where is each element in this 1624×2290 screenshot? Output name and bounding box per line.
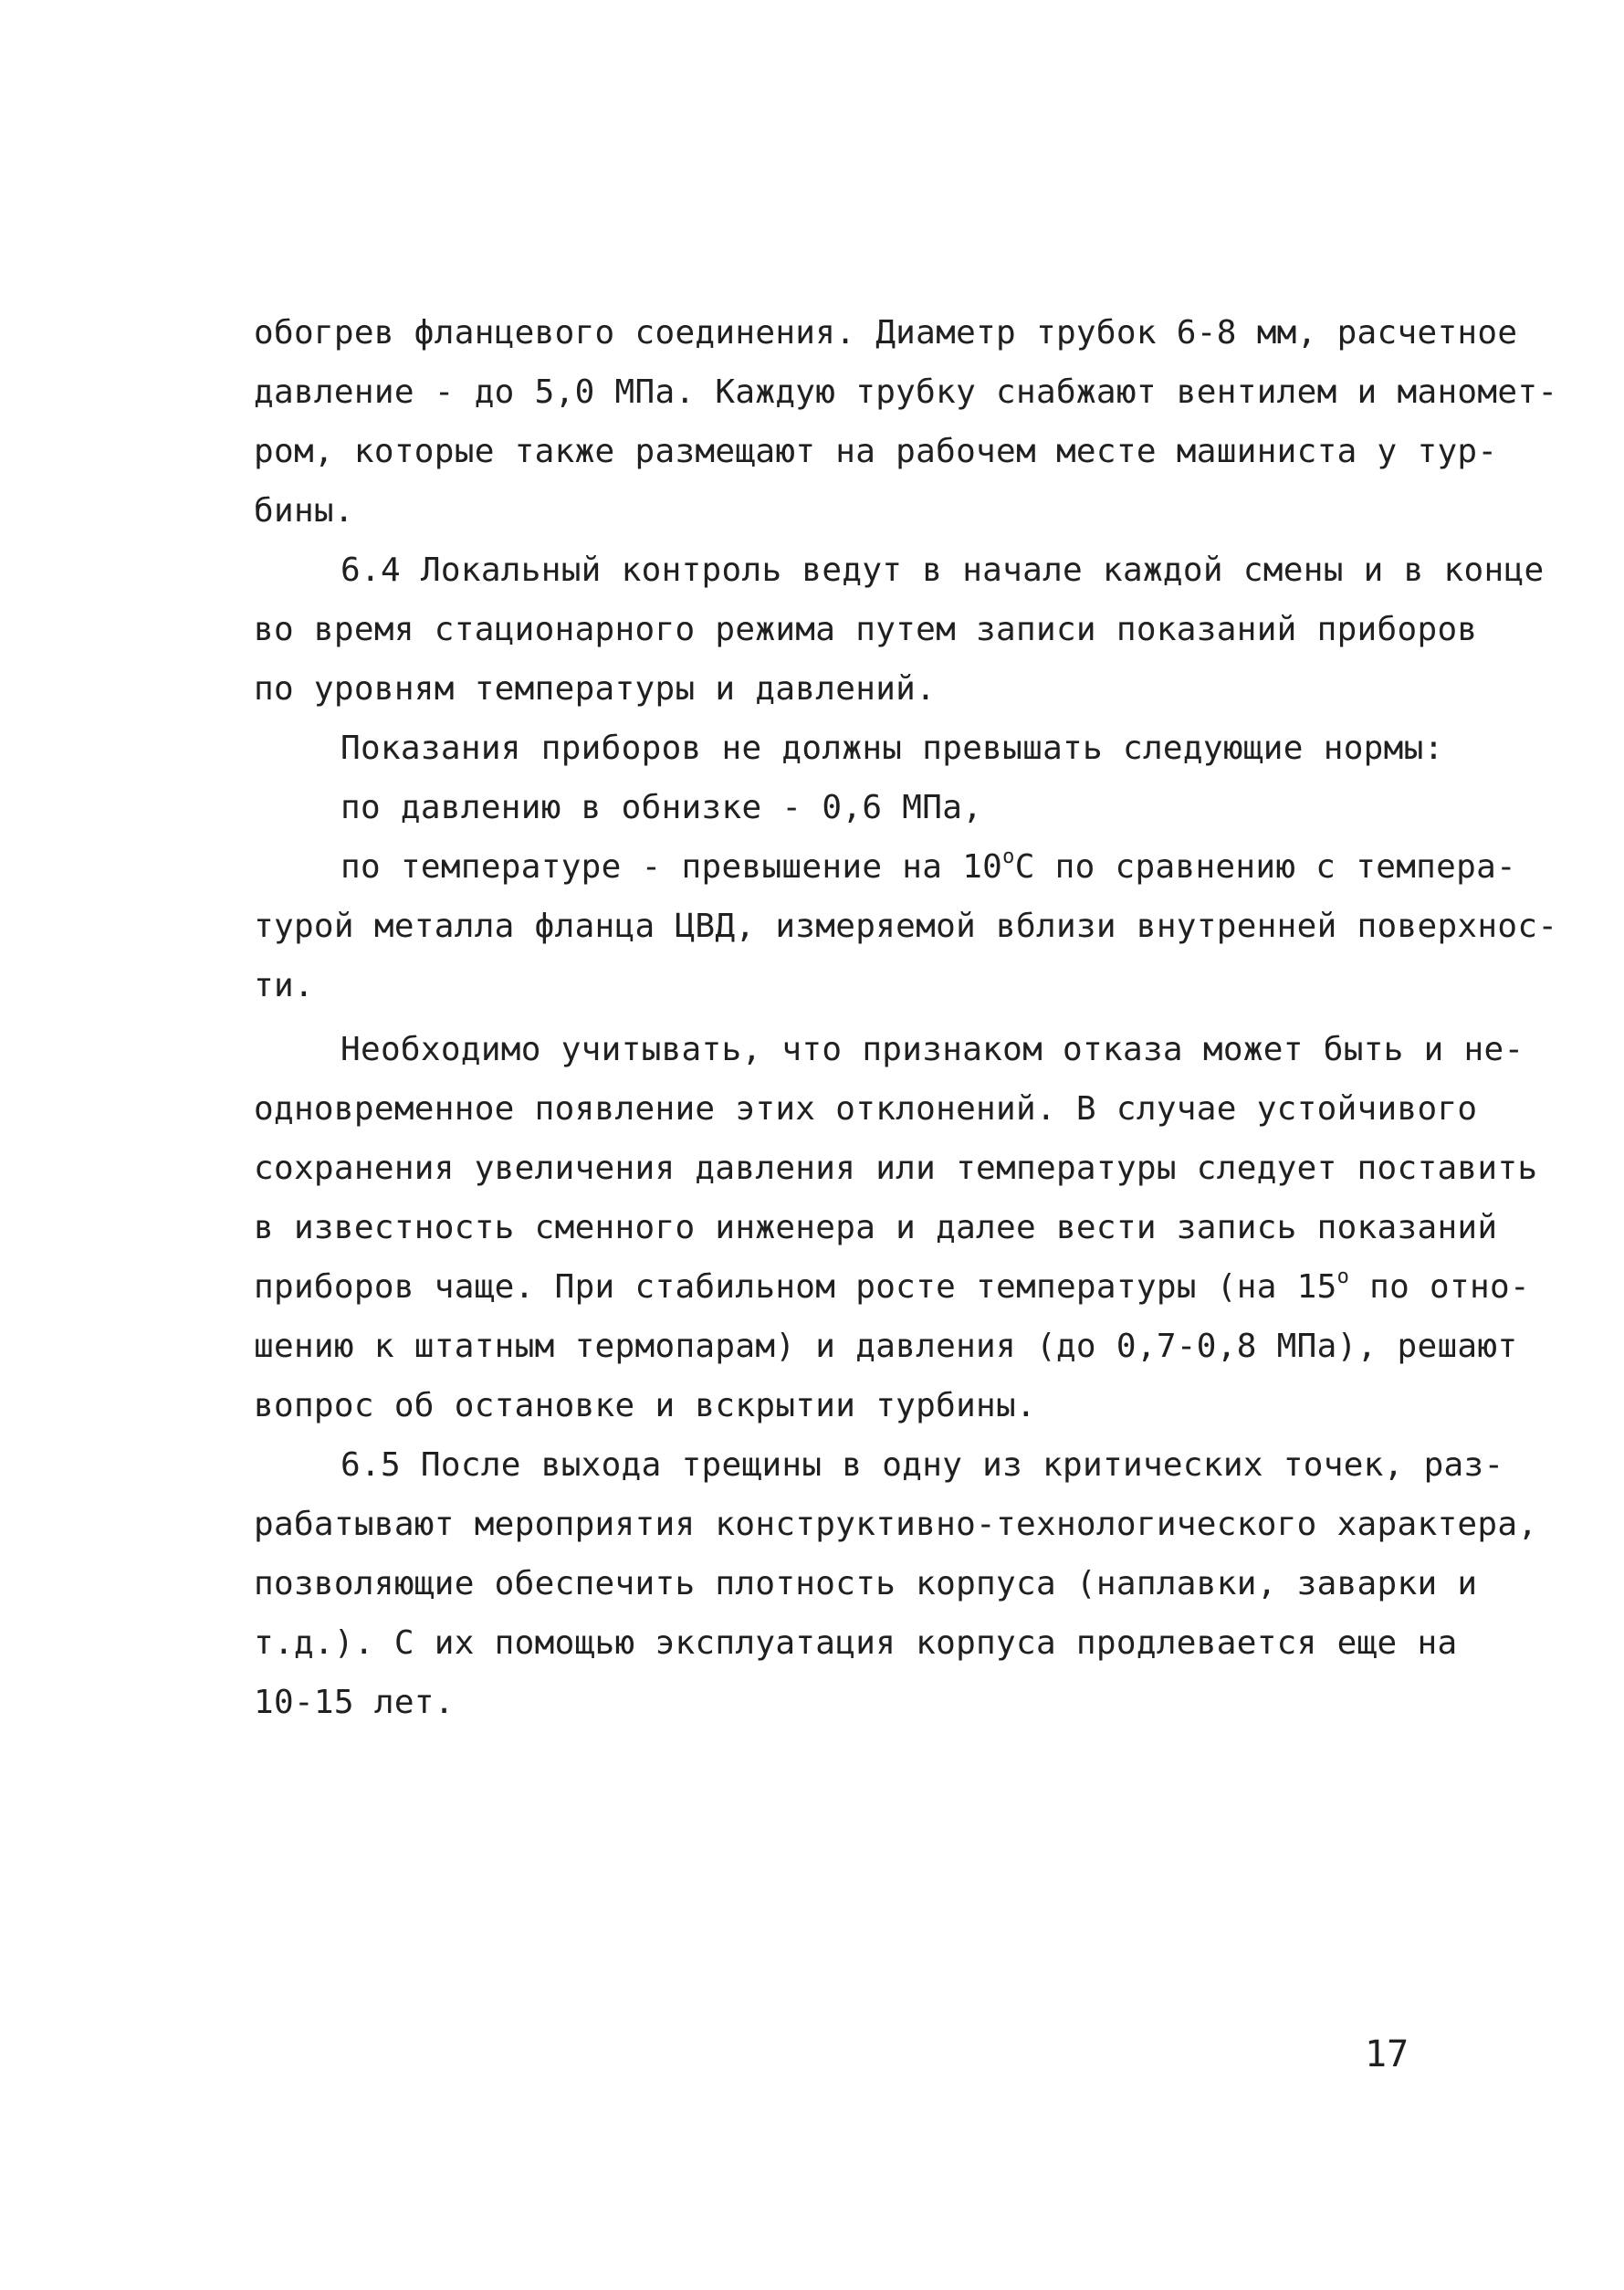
text-line: вопрос об остановке и вскрытии турбины. (254, 1387, 1036, 1424)
degree-superscript: о (1002, 846, 1015, 868)
text-line-with-superscript (254, 1265, 1530, 1315)
text-line: сохранения увеличения давления или температуры следует поставить (254, 1150, 1538, 1187)
text-line: 6.5 После выхода трещины в одну из критических точек, раз- (341, 1446, 1504, 1484)
text-line: шению к штатным термопарам) и давления (до 0,7-0,8 МПа), решают (254, 1328, 1518, 1365)
degree-superscript: о (1336, 1266, 1350, 1288)
page-number: 17 (1365, 2033, 1409, 2075)
text-line: турой металла фланца ЦВД, измеряемой вблизи внутренней поверхнос- (254, 908, 1558, 945)
text-line: Показания приборов не должны превышать следующие нормы: (341, 730, 1444, 767)
text-line: 6.4 Локальный контроль ведут в начале каждой смены и в конце (341, 551, 1545, 589)
text-line: Необходимо учитывать, что признаком отказа может быть и не- (341, 1031, 1524, 1068)
text-line: по уровням температуры и давлений. (254, 670, 937, 708)
text-line: ром, которые также размещают на рабочем месте машиниста у тур- (254, 433, 1498, 470)
text-line: бины. (254, 492, 354, 530)
text-segment: С по сравнению с темпера- (1014, 848, 1517, 886)
text-line: по давлению в обнизке - 0,6 МПа, (341, 789, 983, 826)
text-segment: по температуре - превышение на 10 (341, 848, 1003, 886)
text-line: давление - до 5,0 МПа. Каждую трубку снабжают вентилем и маномет- (254, 373, 1558, 411)
text-line: позволяющие обеспечить плотность корпуса (наплавки, заварки и (254, 1565, 1478, 1602)
text-line: ти. (254, 967, 314, 1004)
text-line-with-superscript (341, 845, 1516, 895)
text-line: одновременное появление этих отклонений. В случае устойчивого (254, 1090, 1478, 1128)
text-segment: приборов чаще. При стабильном росте температуры (на 15 (254, 1268, 1337, 1306)
text-line: т.д.). С их помощью эксплуатация корпуса продлевается еще на (254, 1624, 1458, 1662)
text-line: обогрев фланцевого соединения. Диаметр трубок 6-8 мм, расчетное (254, 314, 1518, 352)
text-line: 10-15 лет. (254, 1684, 455, 1721)
text-line: рабатывают мероприятия конструктивно-технологического характера, (254, 1506, 1538, 1543)
text-line: во время стационарного режима путем записи показаний приборов (254, 611, 1478, 648)
text-segment: по отно- (1369, 1268, 1530, 1306)
text-line: в известность сменного инженера и далее вести запись показаний (254, 1209, 1498, 1246)
